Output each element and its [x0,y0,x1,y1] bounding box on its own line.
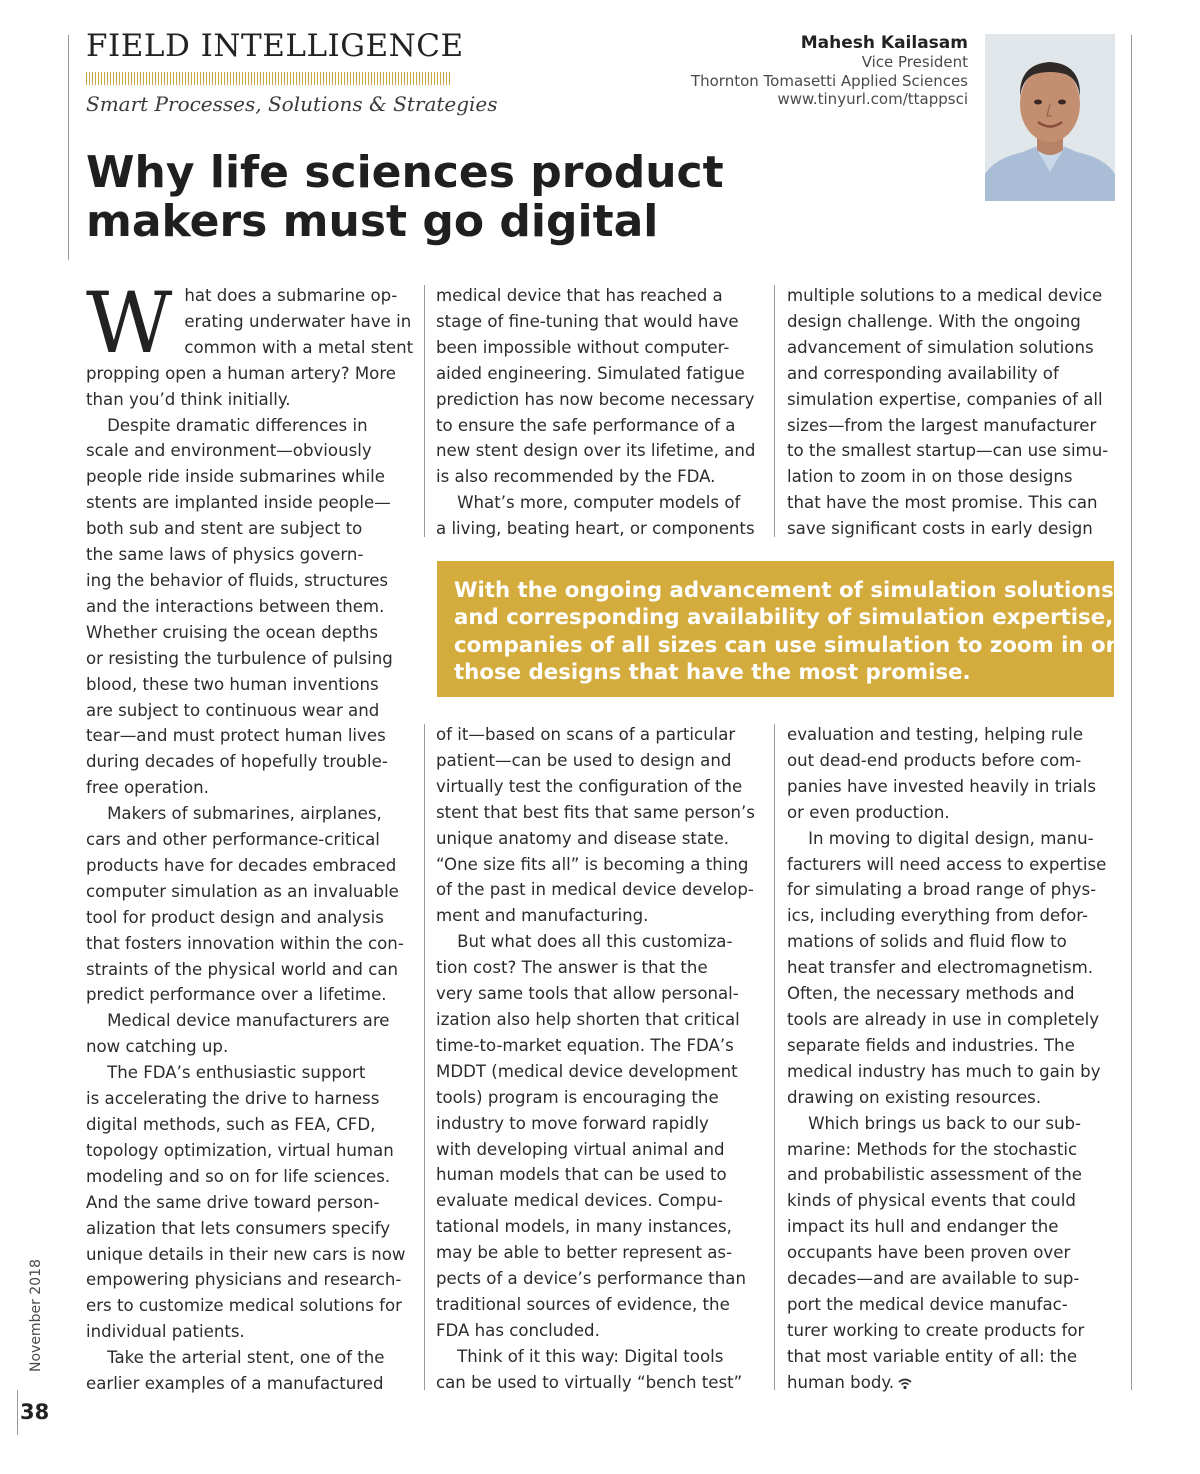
text-line: impact its hull and endanger the [787,1217,1059,1237]
text-line: prediction has now become necessary [436,389,755,409]
text-line: digital methods, such as FEA, CFD, [86,1115,376,1134]
text-line: tear—and must protect human lives [86,726,386,746]
author-portrait-icon [985,34,1115,201]
body-column-2-top [436,283,766,542]
text-line: occupants have been proven over [787,1243,1071,1263]
text-line: aided engineering. Simulated fatigue [436,363,745,383]
text-line: ics, including everything from defor- [787,906,1088,926]
text-line: both sub and stent are subject to [86,519,363,539]
column-rule [774,285,775,537]
text-line: In moving to digital design, manu- [787,828,1094,848]
text-line: advancement of simulation solutions [787,337,1094,357]
author-name: Mahesh Kailasam [800,33,968,53]
text-line: Often, the necessary methods and [787,984,1075,1004]
text-line: cars and other performance-critical [86,830,380,850]
pull-quote-line: companies of all sizes can use simulation to zoom in on [454,632,1121,658]
body-column-1 [86,274,416,1397]
text-line: to ensure the safe performance of a [436,415,736,435]
text-line: are subject to continuous wear and [86,700,380,720]
text-line: computer simulation as an invaluable [86,881,399,901]
text-line: Makers of submarines, airplanes, [86,804,382,824]
text-line: patient—can be used to design and [436,750,732,770]
text-line: tion cost? The answer is that the [436,958,708,978]
final-line [787,1370,1117,1398]
text-line: time-to-market equation. The FDA’s [436,1035,734,1055]
text-line: heat transfer and electromagnetism. [787,958,1094,978]
text-line: turer working to create products for [787,1320,1085,1340]
text-line: unique anatomy and disease state. [436,828,730,848]
text-line: blood, these two human inventions [86,674,379,694]
article-headline [86,148,786,246]
text-line: simulation expertise, companies of all [787,389,1103,409]
text-line: the same laws of physics govern- [86,545,364,565]
text-line: and probabilistic assessment of the [787,1165,1082,1185]
text-line: lation to zoom in on those designs [787,467,1073,487]
text-line: is accelerating the drive to harness [86,1089,380,1109]
text-line: new stent design over its lifetime, and [436,441,756,461]
author-byline [691,33,968,109]
text-line: very same tools that allow personal- [436,984,739,1004]
pull-quote-text [454,577,1121,687]
text-line: that have the most promise. This can [787,493,1098,513]
text-line: evaluate medical devices. Compu- [436,1191,723,1211]
text-line: topology optimization, virtual human [86,1140,394,1160]
text-line: And the same drive toward person- [86,1192,380,1212]
text-line: industry to move forward rapidly [436,1113,709,1133]
text-line: evaluation and testing, helping rule [787,725,1084,744]
text-line: for simulating a broad range of phys- [787,880,1097,900]
body-column-3-top [787,283,1117,542]
author-company: Thornton Tomasetti Applied Sciences [690,71,968,90]
gold-hatch-divider [86,72,450,85]
drop-cap: W [86,274,173,372]
text-line: But what does all this customiza- [436,932,733,952]
text-line: or even production. [787,802,950,822]
body-column-3-bottom [787,722,1117,1398]
text-line: tools are already in use in completely [787,1009,1100,1029]
text-line: that most variable entity of all: the [787,1346,1078,1366]
text-line: marine: Methods for the stochastic [787,1139,1078,1159]
author-title: Vice President [861,53,968,71]
text-line: ers to customize medical solutions for [86,1296,402,1316]
text-line: of the past in medical device develop- [436,880,754,900]
column-rule [424,285,425,537]
headline-line-1: Why life sciences product [86,147,724,198]
text-line: products have for decades embraced [86,855,397,875]
text-line: What’s more, computer models of [436,493,741,513]
text-line: multiple solutions to a medical device [787,286,1103,305]
text-line: stent that best fits that same person’s [436,802,755,822]
text-line: ization also help shorten that critical [436,1009,740,1029]
text-line: predict performance over a lifetime. [86,985,387,1005]
text-line: panies have invested heavily in trials [787,776,1097,796]
pull-quote [437,561,1121,697]
text-line: design challenge. With the ongoing [787,311,1081,331]
text-line: tational models, in many instances, [436,1217,732,1237]
text-line: kinds of physical events that could [787,1191,1076,1211]
text-line: modeling and so on for life sciences. [86,1166,391,1186]
issue-date: November 2018 [28,1259,44,1372]
text-line: empowering physicians and research- [86,1270,402,1290]
text-line: out dead-end products before com- [787,750,1082,770]
text-line: with developing virtual animal and [436,1139,725,1159]
text-line: pects of a device’s performance than [436,1269,746,1289]
column-rule [424,724,425,1390]
headline-line-2: makers must go digital [86,196,659,247]
text-line: stents are implanted inside people— [86,493,391,513]
author-photo [985,34,1115,201]
column-rule [774,724,775,1390]
text-line: human models that can be used to [436,1165,727,1185]
text-line: free operation. [86,778,209,798]
text-line: earlier examples of a manufactured [86,1374,384,1394]
text-line: Think of it this way: Digital tools [436,1346,724,1366]
text-line: mations of solids and fluid flow to [787,932,1067,952]
text-line: can be used to virtually “bench test” [436,1372,743,1392]
text-line: Despite dramatic differences in [86,415,368,435]
page-number: 38 [20,1400,50,1424]
text-line: scale and environment—obviously [86,441,372,461]
text-line: ment and manufacturing. [436,906,649,926]
wifi-end-mark-icon [898,1372,912,1398]
folio-rule [17,1390,18,1435]
text-line: The FDA’s enthusiastic support [86,1063,366,1083]
text-line: of it—based on scans of a particular [436,725,736,744]
text-line: propping open a human artery? More [86,363,396,383]
drop-cap-line: hat does a submarine op- [184,286,398,305]
drop-cap-line: erating underwater have in [184,311,412,331]
text-line: and the interactions between them. [86,596,385,616]
body-column-2-bottom [436,722,766,1396]
text-line: medical device that has reached a [436,286,723,305]
text-line: straints of the physical world and can [86,959,399,979]
text-line: sizes—from the largest manufacturer [787,415,1097,435]
text-line: save significant costs in early design [787,519,1093,539]
text-line: alization that lets consumers specify [86,1218,391,1238]
left-margin-rule [68,35,69,260]
text-line: a living, beating heart, or components [436,519,755,539]
text-line: ing the behavior of fluids, structures [86,570,389,590]
text-line: may be able to better represent as- [436,1243,733,1263]
text-line: during decades of hopefully trouble- [86,752,388,772]
text-line: MDDT (medical device development [436,1061,738,1081]
text-line: that fosters innovation within the con- [86,933,404,953]
text-line: port the medical device manufac- [787,1294,1068,1314]
text-line: now catching up. [86,1037,229,1057]
text-line: and corresponding availability of [787,363,1059,383]
text-line: separate fields and industries. The [787,1035,1075,1055]
text-line: decades—and are available to sup- [787,1269,1080,1289]
text-line: facturers will need access to expertise [787,854,1107,874]
text-line: or resisting the turbulence of pulsing [86,648,393,668]
text-line: unique details in their new cars is now [86,1244,406,1264]
text-line: people ride inside submarines while [86,467,385,487]
column-3-bottom-text [787,722,1117,1370]
text-line: “One size fits all” is becoming a thing [436,854,749,874]
right-margin-rule [1131,35,1132,1390]
text-line: tool for product design and analysis [86,907,384,927]
text-line: FDA has concluded. [436,1320,600,1340]
author-url[interactable]: www.tinyurl.com/ttappsci [777,90,968,108]
text-line: been impossible without computer- [436,337,730,357]
text-line: tools) program is encouraging the [436,1087,719,1107]
text-line: stage of fine-tuning that would have [436,311,739,331]
text-line: traditional sources of evidence, the [436,1294,730,1314]
section-subtitle: Smart Processes, Solutions & Strategies [86,92,498,116]
text-line: Which brings us back to our sub- [787,1113,1082,1133]
text-line: is also recommended by the FDA. [436,467,716,487]
text-line: drawing on existing resources. [787,1087,1042,1107]
text-line: than you’d think initially. [86,389,291,409]
text-line: Take the arterial stent, one of the [86,1348,385,1368]
text-line: Whether cruising the ocean depths [86,622,379,642]
drop-cap-line: common with a metal stent [184,337,414,357]
final-line-text: human body. [787,1372,895,1392]
text-line: to the smallest startup—can use simu- [787,441,1109,461]
text-line: individual patients. [86,1322,245,1342]
pull-quote-line: and corresponding availability of simulation expertise, [454,605,1114,631]
section-title: FIELD INTELLIGENCE [86,28,464,64]
pull-quote-line: With the ongoing advancement of simulation solutions [454,578,1114,603]
text-line: Medical device manufacturers are [86,1011,390,1031]
pull-quote-line: those designs that have the most promise. [454,660,971,686]
text-line: virtually test the configuration of the [436,776,743,796]
text-line: medical industry has much to gain by [787,1061,1101,1081]
column-1-text [86,361,416,1397]
